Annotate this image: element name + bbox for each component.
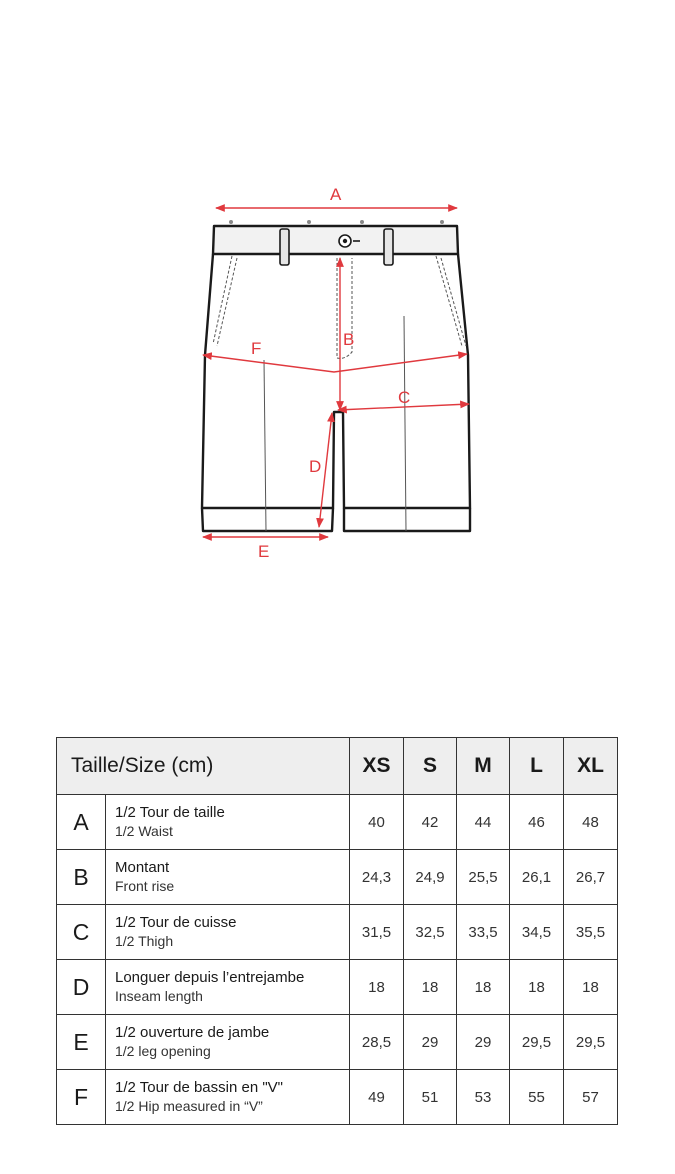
value-cell: 18 [457,960,510,1015]
value-cell: 24,3 [350,850,404,905]
size-header-m: M [457,738,510,795]
value-cell: 26,1 [510,850,564,905]
value-cell: 57 [564,1070,618,1125]
table-row [57,905,618,960]
label-a: A [330,185,342,204]
label-fr: 1/2 ouverture de jambe [115,1024,270,1041]
value-cell: 32,5 [404,905,457,960]
belt-loop-right [384,229,393,265]
value-cell: 33,5 [457,905,510,960]
table-row [57,1070,618,1125]
waistband [213,226,458,254]
label-fr: 1/2 Tour de cuisse [115,914,237,931]
value-cell: 24,9 [404,850,457,905]
value-cell: 34,5 [510,905,564,960]
table-row [57,960,618,1015]
right-cuff [344,508,470,531]
value-cell: 29 [404,1015,457,1070]
row-letter: B [57,850,106,905]
value-cell: 31,5 [350,905,404,960]
row-letter: D [57,960,106,1015]
label-fr: Longuer depuis l’entrejambe [115,969,305,986]
value-cell: 26,7 [564,850,618,905]
label-d: D [309,457,322,476]
value-cell: 18 [350,960,404,1015]
value-cell: 28,5 [350,1015,404,1070]
size-header-xl: XL [564,738,618,795]
label-en: 1/2 Thigh [115,933,174,949]
row-description [106,960,350,1015]
label-c: C [398,388,411,407]
table-header-row [57,738,618,795]
value-cell: 29,5 [510,1015,564,1070]
left-cuff [202,508,333,531]
label-b: B [343,330,355,349]
row-description [106,1015,350,1070]
row-letter: A [57,795,106,850]
measurement-arrows [203,208,469,537]
label-en: Front rise [115,878,175,894]
shorts-body [202,254,470,508]
crease-left [264,360,266,531]
table-row [57,1015,618,1070]
row-letter: C [57,905,106,960]
label-en: 1/2 Waist [115,823,173,839]
row-letter: F [57,1070,106,1125]
size-header-xs: XS [350,738,404,795]
label-fr: 1/2 Tour de bassin en "V" [115,1079,283,1096]
size-header-l: L [510,738,564,795]
row-description [106,795,350,850]
size-header-s: S [404,738,457,795]
crease-right [404,316,406,531]
label-e: E [258,542,270,561]
value-cell: 18 [564,960,618,1015]
value-cell: 35,5 [564,905,618,960]
shorts-outline [202,226,470,531]
value-cell: 49 [350,1070,404,1125]
value-cell: 25,5 [457,850,510,905]
value-cell: 18 [404,960,457,1015]
value-cell: 53 [457,1070,510,1125]
pocket-left [213,256,237,346]
row-description [106,905,350,960]
value-cell: 29,5 [564,1015,618,1070]
value-cell: 46 [510,795,564,850]
table-row [57,850,618,905]
table-row [57,795,618,850]
value-cell: 42 [404,795,457,850]
row-description [106,850,350,905]
label-fr: 1/2 Tour de taille [115,804,225,821]
size-table [56,737,618,1125]
table-title: Taille/Size (cm) [57,738,350,795]
value-cell: 55 [510,1070,564,1125]
row-description [106,1070,350,1125]
row-letter: E [57,1015,106,1070]
label-f: F [251,339,262,358]
value-cell: 29 [457,1015,510,1070]
label-en: 1/2 leg opening [115,1043,211,1059]
label-fr: Montant [115,859,170,876]
value-cell: 48 [564,795,618,850]
value-cell: 51 [404,1070,457,1125]
value-cell: 18 [510,960,564,1015]
arrow-f [203,354,467,372]
value-cell: 40 [350,795,404,850]
label-en: Inseam length [115,988,203,1004]
belt-loop-left [280,229,289,265]
value-cell: 44 [457,795,510,850]
label-en: 1/2 Hip measured in “V” [115,1098,263,1114]
